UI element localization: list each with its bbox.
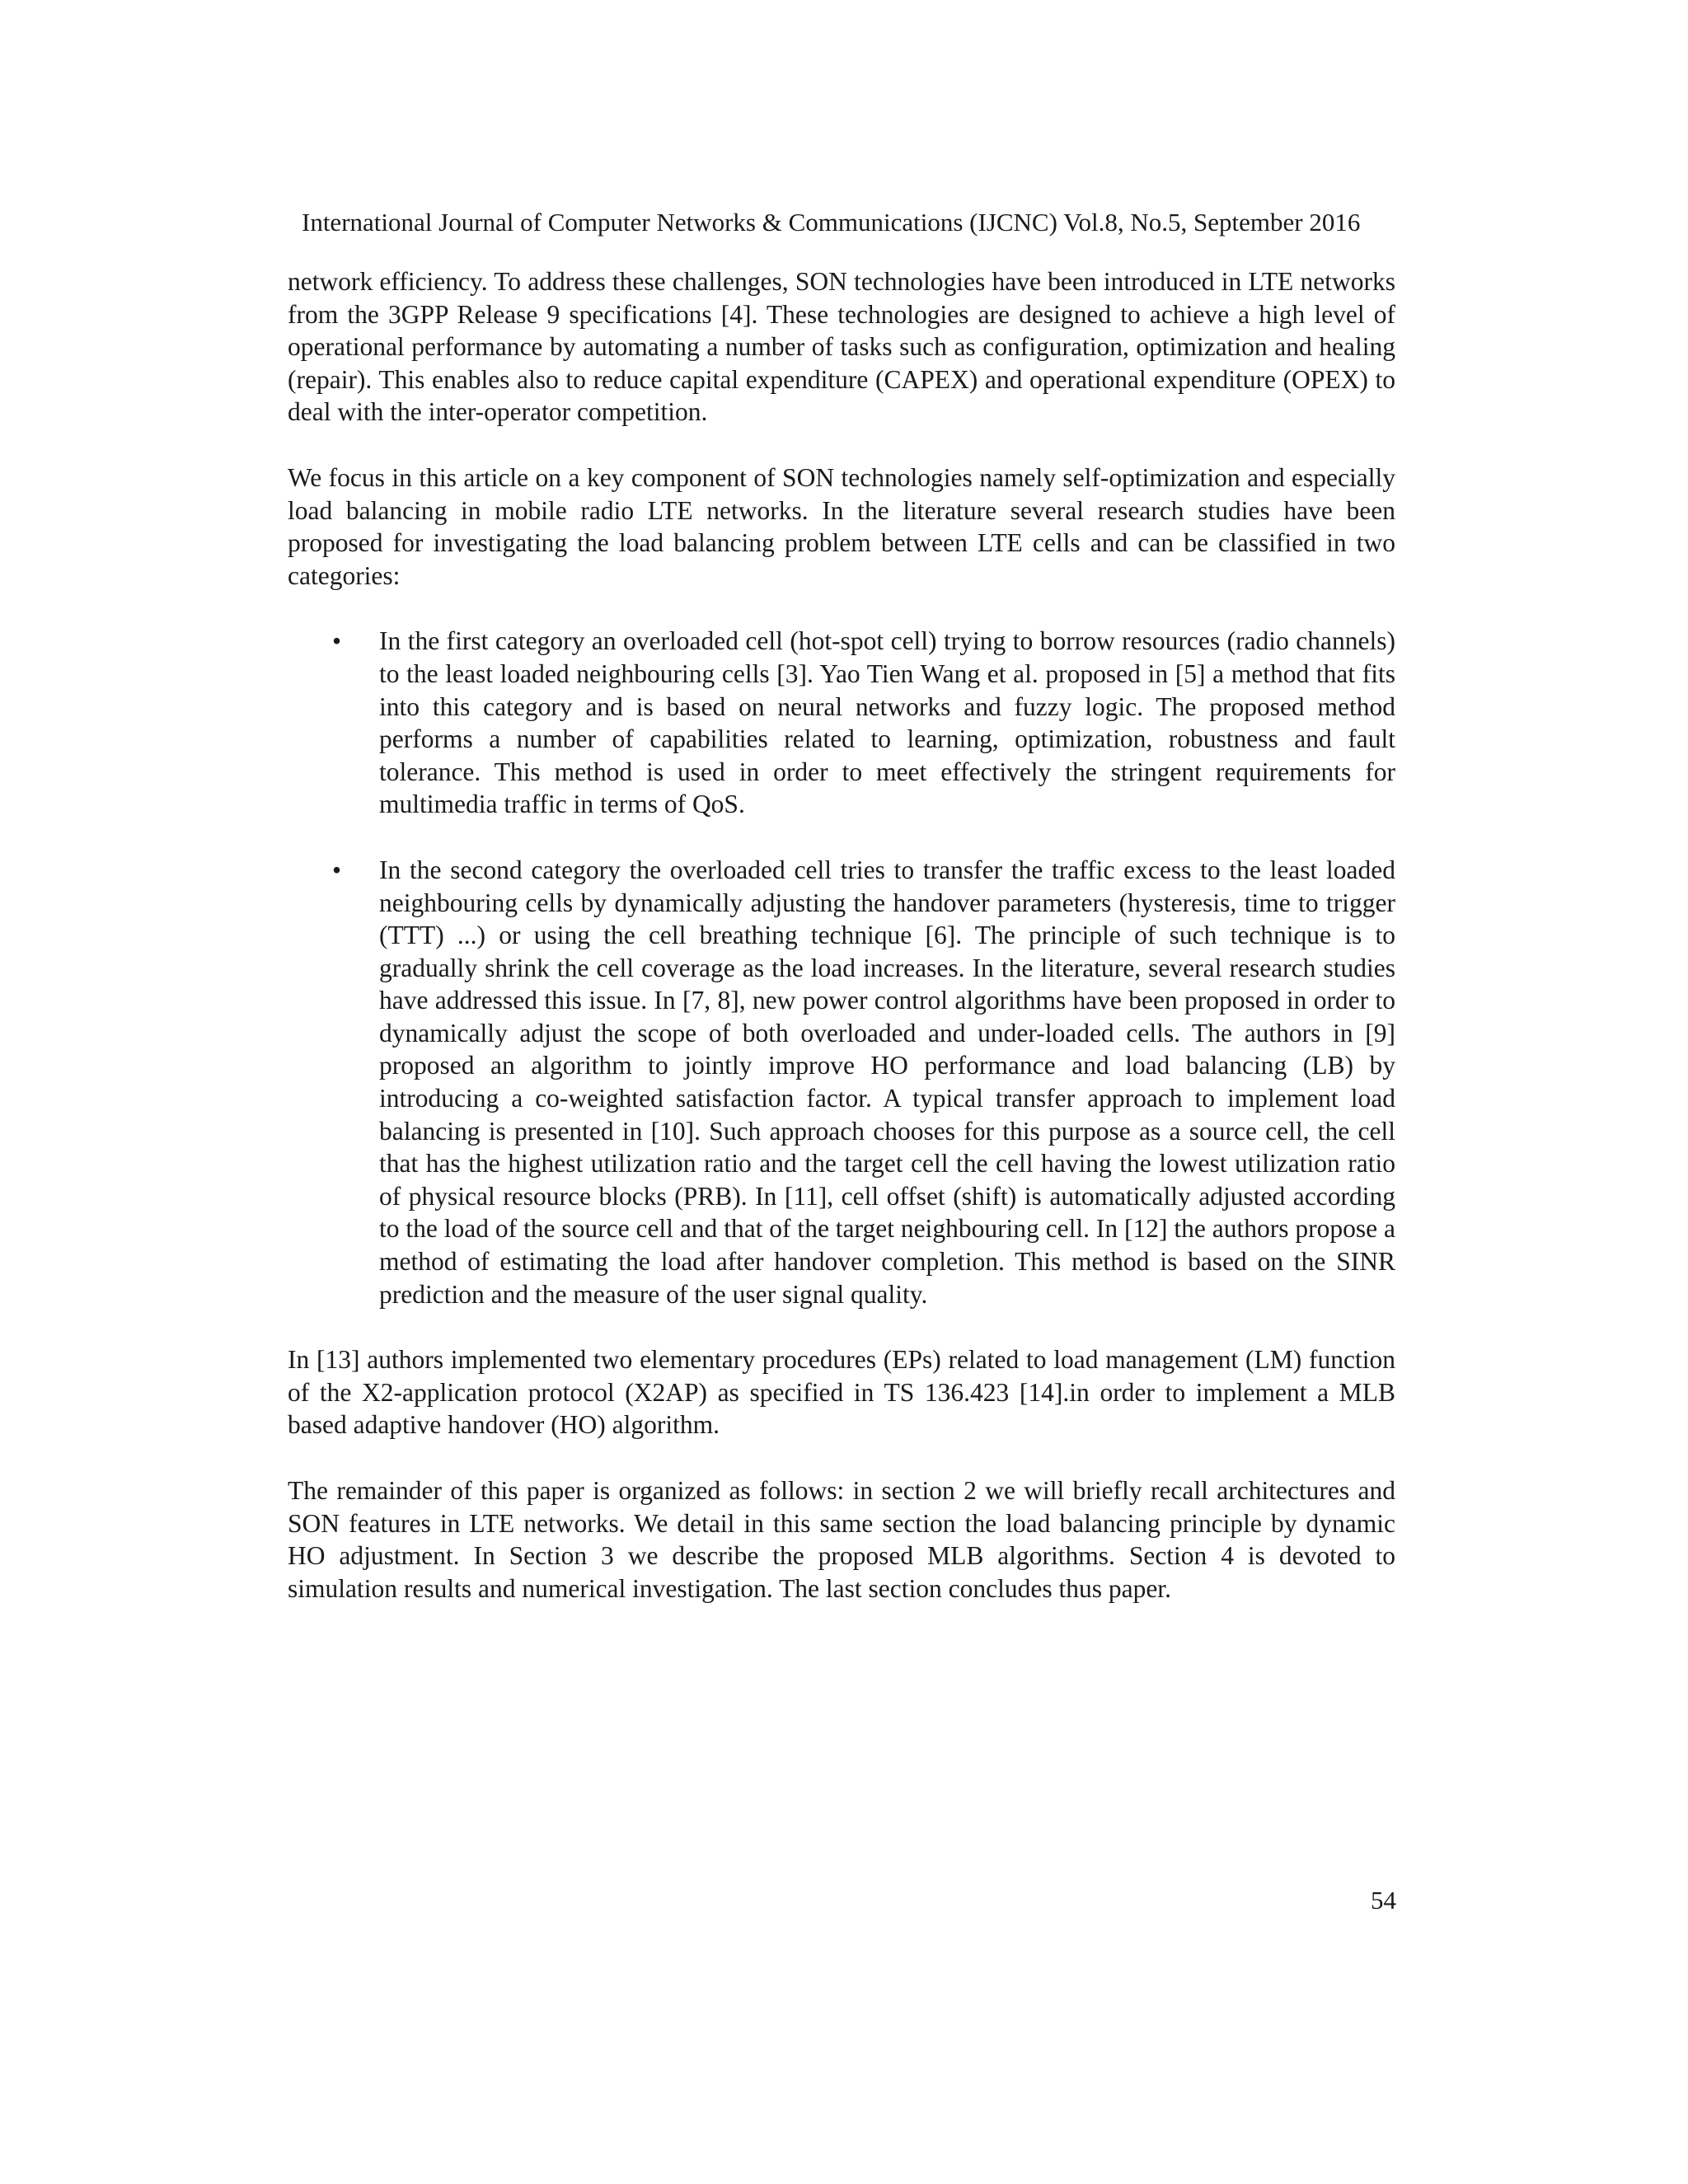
paragraph-son-intro: network efficiency. To address these challenges, SON technologies have been introduced in LTE networks from the 3GPP Release 9 specifications [4]. These technologies are designed to achieve a high level of operational performance by automating a number of tasks such as configuration, optimization and healing (repair). This enables also to reduce capital expenditure (CAPEX) and operational expenditure (OPEX) to deal with the inter-operator competition. xyxy=(288,267,1395,427)
paragraph-organization: The remainder of this paper is organized as follows: in section 2 we will briefly recall architectures and SON features in LTE networks. We detail in this same section the load balancing principle by dynamic HO adjustment. In Section 3 we describe the proposed MLB algorithms. Section 4 is devoted to simulation results and numerical investigation. The last section concludes thus paper. xyxy=(288,1476,1395,1603)
category-list xyxy=(288,625,1395,1310)
list-item-text: In the first category an overloaded cell (hot-spot cell) trying to borrow resources (radio channels) to the least loaded neighbouring cells [3]. Yao Tien Wang et al. proposed in [5] a method that fits into this category and is based on neural networks and fuzzy logic. The proposed method performs a number of capabilities related to learning, optimization, robustness and fault tolerance. This method is used in order to meet effectively the stringent requirements for multimedia traffic in terms of QoS. xyxy=(379,626,1395,819)
bullet-icon: • xyxy=(332,626,342,656)
article-body xyxy=(288,265,1395,1638)
list-item-text: In the second category the overloaded cell tries to transfer the traffic excess to the least loaded neighbouring cells by dynamically adjusting the handover parameters (hysteresis, time to trigger (TTT) ...) or using the cell breathing technique [6]. The principle of such technique is to gradually shrink the cell coverage as the load increases. In the literature, several research studies have addressed this issue. In [7, 8], new power control algorithms have been proposed in order to dynamically adjust the scope of both overloaded and under-loaded cells. The authors in [9] proposed an algorithm to jointly improve HO performance and load balancing (LB) by introducing a co-weighted satisfaction factor. A typical transfer approach to implement load balancing is presented in [10]. Such approach chooses for this purpose as a source cell, the cell that has the highest utilization ratio and the target cell the cell having the lowest utilization ratio of physical resource blocks (PRB). In [11], cell offset (shift) is automatically adjusted according to the load of the source cell and that of the target neighbouring cell. In [12] the authors propose a method of estimating the load after handover completion. This method is based on the SINR prediction and the measure of the user signal quality. xyxy=(379,855,1395,1309)
bullet-icon: • xyxy=(332,855,342,884)
list-item-second-category xyxy=(288,854,1395,1310)
list-item-first-category xyxy=(288,625,1395,821)
page-number: 54 xyxy=(1371,1886,1396,1915)
running-header: International Journal of Computer Networks & Communications (IJCNC) Vol.8, No.5, September 2016 xyxy=(302,208,1361,237)
paragraph-focus: We focus in this article on a key component of SON technologies namely self-optimization and especially load balancing in mobile radio LTE networks. In the literature several research studies have been proposed for investigating the load balancing problem between LTE cells and can be classified in two categories: xyxy=(288,462,1395,590)
paragraph-ref-13: In [13] authors implemented two elementary procedures (EPs) related to load management (LM) function of the X2-application protocol (X2AP) as specified in TS 136.423 [14].in order to implement a MLB based adaptive handover (HO) algorithm. xyxy=(288,1345,1395,1440)
